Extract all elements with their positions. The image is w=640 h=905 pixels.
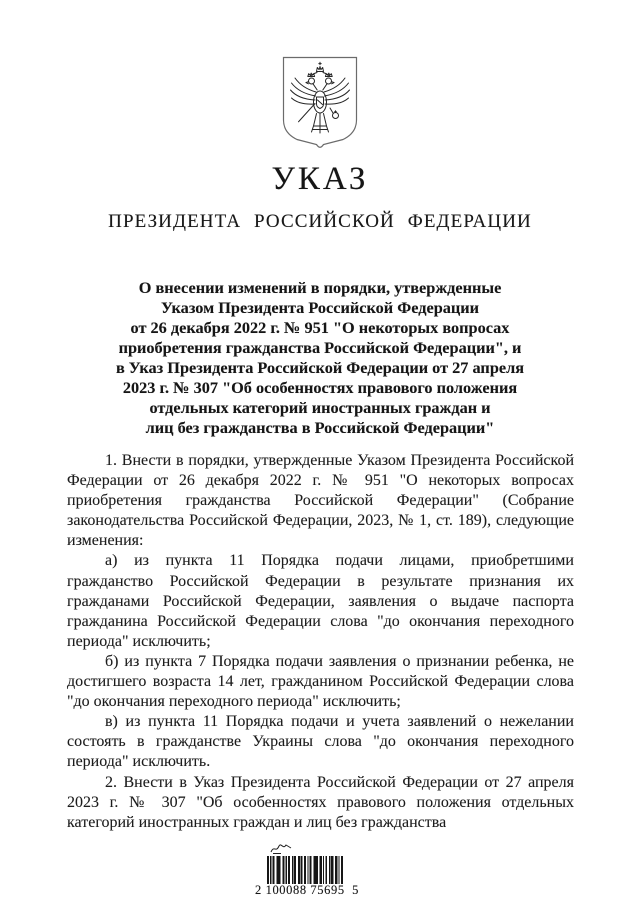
decree-title-line: от 26 декабря 2022 г. № 951 "О некоторых вопросах <box>130 318 510 337</box>
body-paragraph-2: 2. Внести в Указ Президента Российской Федерации от 27 апреля 2023 г. № 307 "Об особенностях правового положения отдельных категорий иностранных граждан и лиц без гражданства <box>67 773 574 831</box>
decree-title-line: лиц без гражданства в Российской Федерации" <box>145 418 495 437</box>
body-paragraph-1: 1. Внести в порядки, утвержденные Указом Президента Российской Федерации от 26 декабря 2022 г. № 951 "О некоторых вопросах приобретения гражданства Российской Федерации" (Собрание законодательства Российской Федерации, 2023, № 1, ст. 189), следующие изменения: <box>67 452 574 550</box>
decree-title-line: О внесении изменений в порядки, утвержденные <box>138 278 502 297</box>
document-type-title: УКАЗ <box>271 161 369 197</box>
decree-body <box>67 451 574 833</box>
barcode-digits: 2 100088 75695 5 <box>255 883 359 897</box>
coat-of-arms-russia-icon <box>282 56 358 150</box>
barcode-bars <box>267 856 344 884</box>
decree-title-line: в Указ Президента Российской Федерации от 27 апреля <box>115 358 525 377</box>
decree-title-line: Указом Президента Российской Федерации <box>160 298 480 317</box>
body-paragraph-1b: б) из пункта 7 Порядка подачи заявления о признании ребенка, не достигшего возраста 14 лет, гражданином Российской Федерации слова "до окончания переходного периода" исключить; <box>67 652 574 711</box>
decree-title-line: отдельных категорий иностранных граждан и <box>149 398 491 417</box>
body-paragraph-1a: а) из пункта 11 Порядка подачи лицами, приобретшими гражданство Российской Федерации в результате признания их гражданами Российской Федерации, заявления о выдаче паспорта гражданина Российской Федерации слова "до окончания переходного периода" исключить; <box>67 552 574 650</box>
decree-title-line: 2023 г. № 307 "Об особенностях правового положения <box>122 378 518 397</box>
document-issuer: ПРЕЗИДЕНТА РОССИЙСКОЙ ФЕДЕРАЦИИ <box>108 211 532 232</box>
body-paragraph-1v: в) из пункта 11 Порядка подачи и учета заявлений о нежелании состоять в гражданстве Украины слова "до окончания переходного периода" исключить. <box>67 713 574 771</box>
decree-title <box>40 278 600 438</box>
decree-title-line: приобретения гражданства Российской Федерации", и <box>118 338 522 357</box>
publication-barcode <box>250 840 364 900</box>
